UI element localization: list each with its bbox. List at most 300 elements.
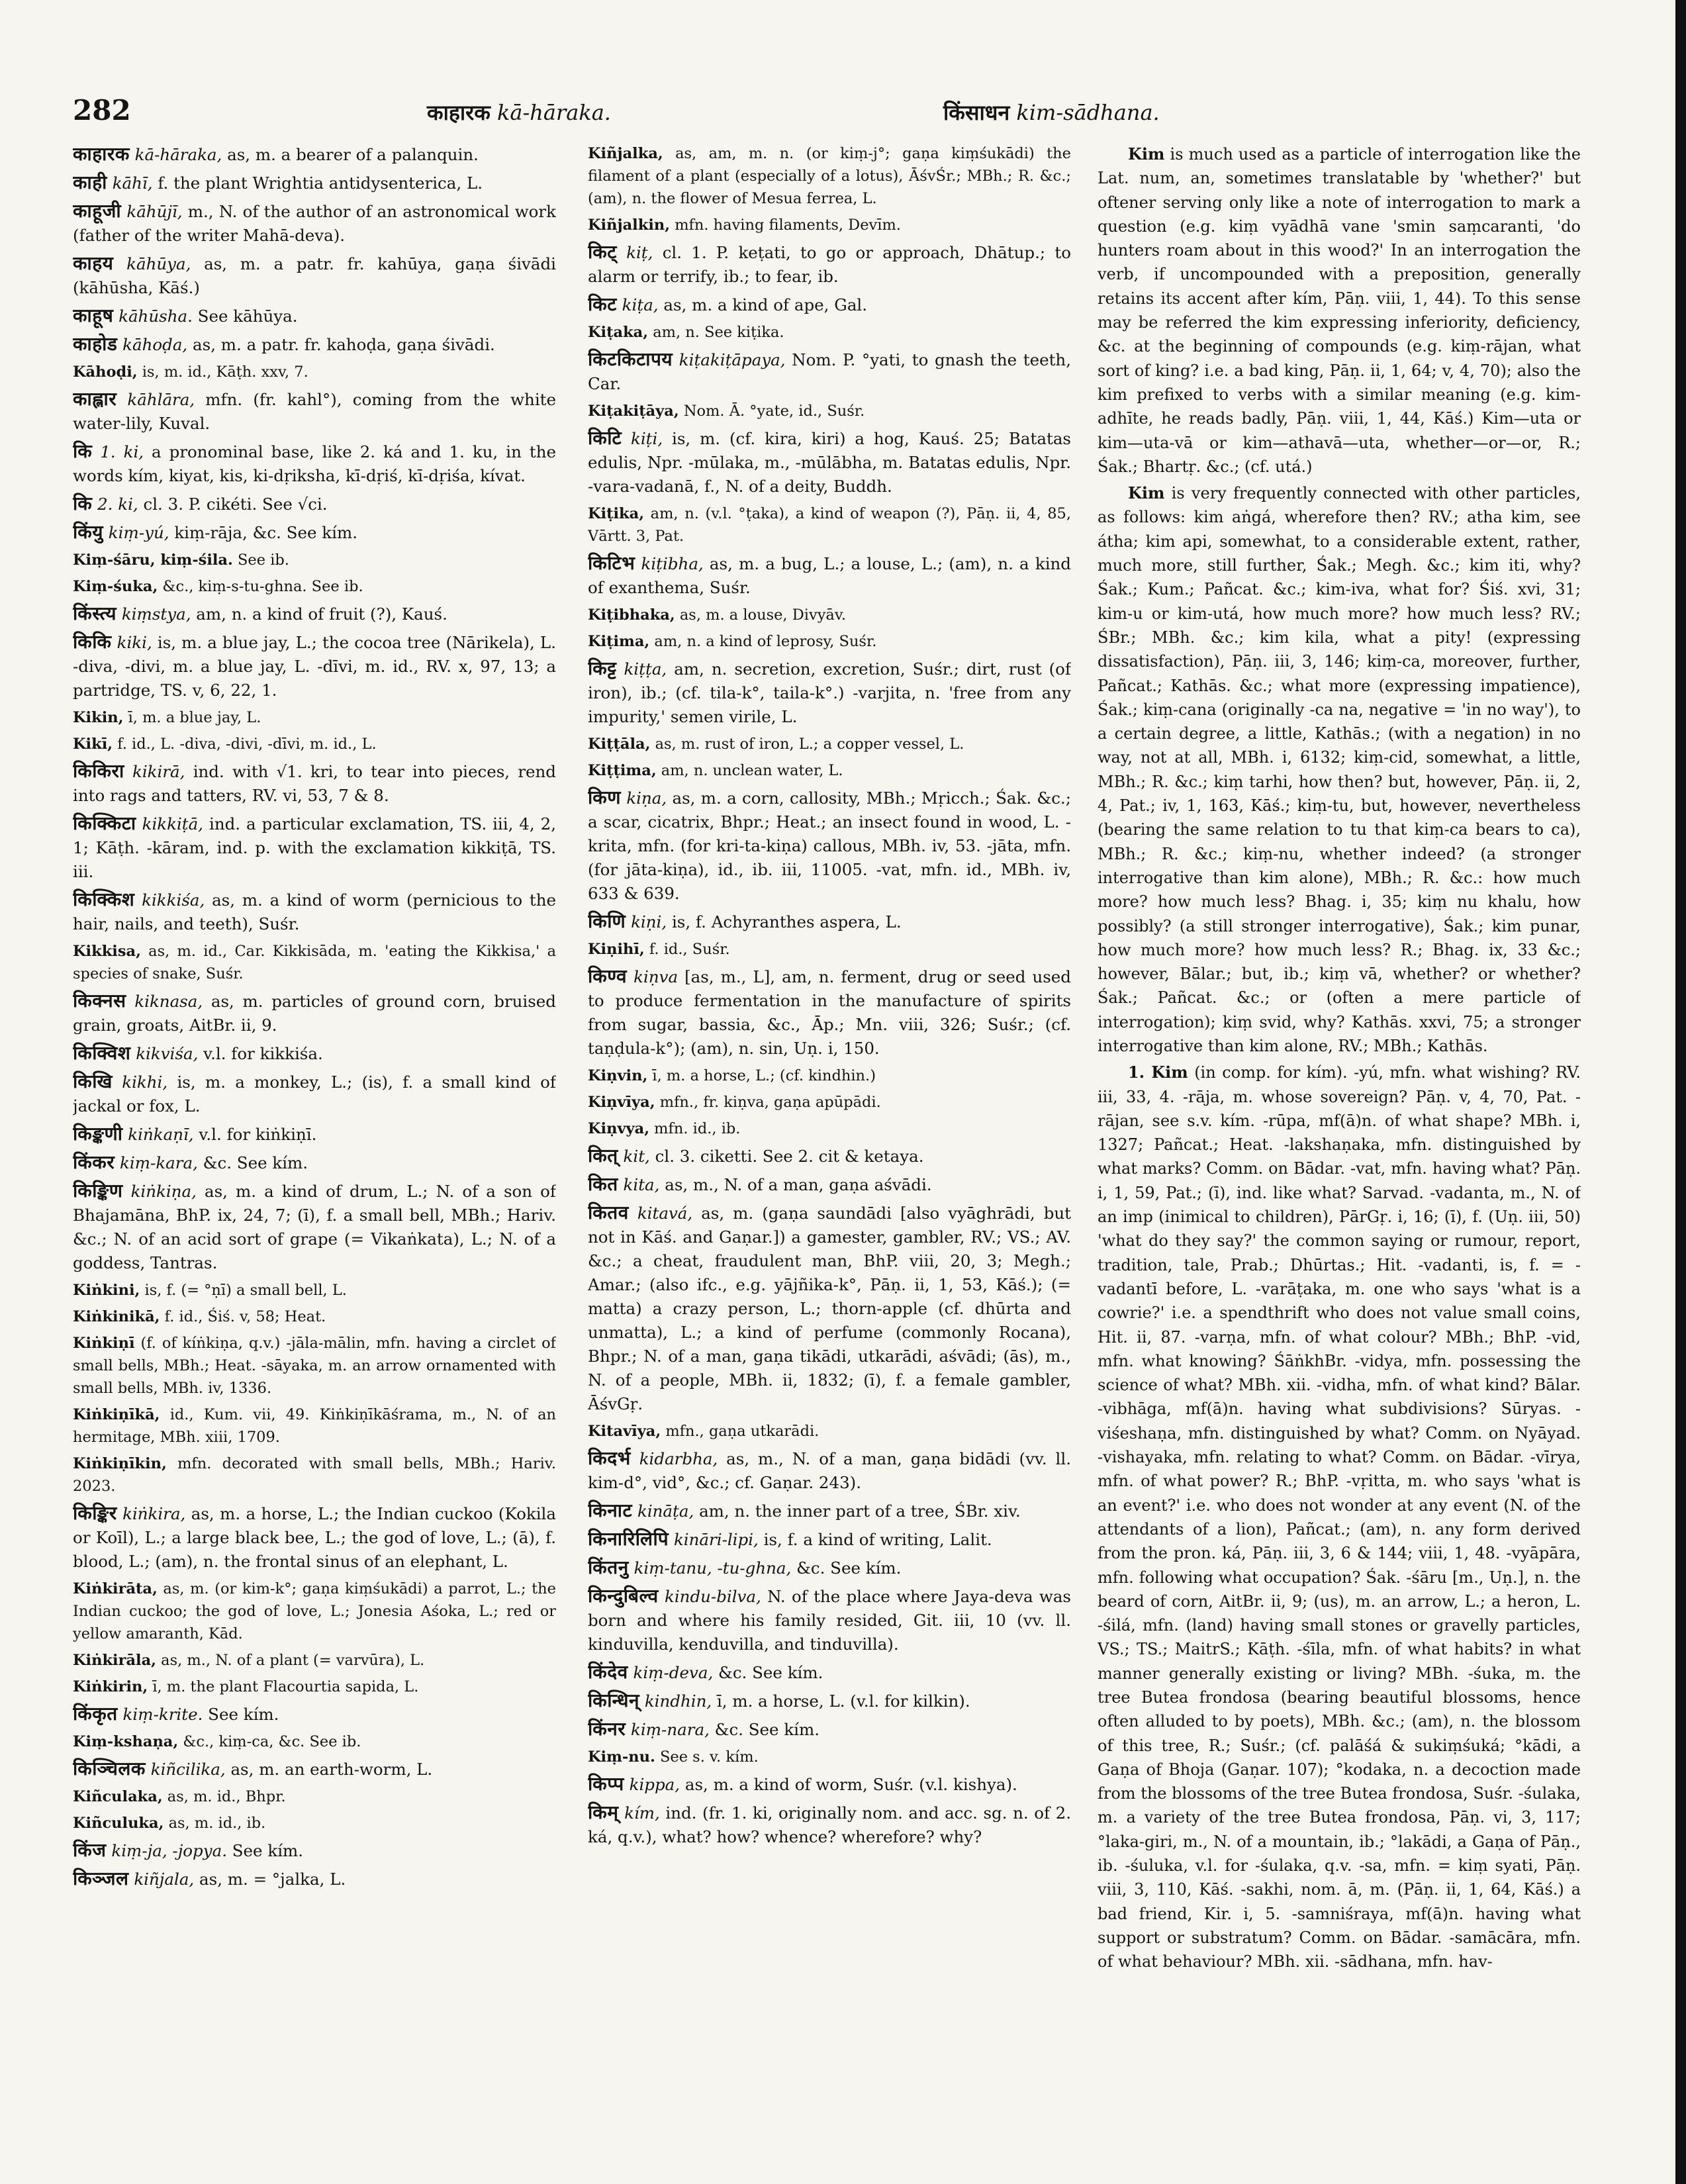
- entry-headword-devanagari: किदर्भ: [588, 1447, 631, 1469]
- entry-transliteration: kāhūjī,: [126, 202, 183, 221]
- entry-transliteration: kiṭ,: [626, 243, 653, 262]
- entry-headword-devanagari: कि: [73, 493, 93, 514]
- entry-definition: ī, m. a blue jay, L.: [123, 709, 261, 726]
- entry-definition: am, n. a kind of leprosy, Suśr.: [649, 633, 877, 650]
- entry-transliteration: kikviśa,: [136, 1044, 199, 1063]
- entry-headword-devanagari: किङ्किण: [73, 1180, 123, 1202]
- entry-subheadword: Kiṇvin,: [588, 1067, 648, 1084]
- entry-subheadword: Kiṭika,: [588, 505, 645, 522]
- entry-subheadword: Kiṇihī,: [588, 941, 645, 958]
- dictionary-entry: [588, 502, 1071, 547]
- dictionary-entry: [588, 910, 1071, 934]
- entry-transliteration: kiṇi,: [631, 912, 667, 931]
- dictionary-entry: [73, 940, 556, 985]
- entry-transliteration: kindu-bilva,: [665, 1587, 761, 1606]
- entry-subheadword: Kiṅkiṇīkin,: [73, 1455, 167, 1472]
- entry-definition: as, m. a patr. fr. kahūya, gaṇa śivādi (kāhūsha, Kāś.): [73, 254, 556, 297]
- entry-headword-devanagari: किम्: [588, 1801, 619, 1823]
- entry-subheadword: Kiṃ-kshaṇa,: [73, 1733, 179, 1750]
- entry-definition: ind. with √1. kri, to tear into pieces, rend into rags and tatters, RV. vi, 53, 7 & 8.: [73, 762, 556, 805]
- entry-headword-devanagari: किंस्त्य: [73, 602, 117, 624]
- entry-definition: See kím.: [226, 1841, 304, 1860]
- page-number: 282: [73, 94, 131, 126]
- dictionary-entry: [588, 551, 1071, 600]
- entry-transliteration: kiñcilika,: [150, 1760, 226, 1779]
- dictionary-entry: [588, 786, 1071, 906]
- entry-definition: Nom. Ā. °yate, id., Suśr.: [679, 403, 865, 420]
- entry-headword-devanagari: काहूष: [73, 305, 114, 326]
- entry-transliteration: kāhūya,: [126, 254, 191, 273]
- entry-definition: as, m. id., Car. Kikkisāda, m. 'eating the Kikkisa,' a species of snake, Suśr.: [73, 943, 556, 982]
- entry-definition: am, n. secretion, excretion, Suśr.; dirt, rust (of iron), ib.; (cf. tila-k°, taila-k°.) -varjita, n. 'free from any impurity,' semen virile, L.: [588, 659, 1071, 726]
- entry-definition: (f. of kíṅkiṇa, q.v.) -jāla-mālin, mfn. having a circlet of small bells, MBh.; Heat. -sāyaka, m. an arrow ornamented with small bells, MBh. iv, 1336.: [73, 1335, 556, 1397]
- entry-subheadword: Kikin,: [73, 709, 124, 726]
- entry-definition: See kāhūya.: [192, 307, 298, 326]
- entry-transliteration: kiṅkira,: [122, 1504, 186, 1523]
- entry-headword-devanagari: किन्धिन्: [588, 1689, 640, 1711]
- entry-headword-devanagari: काहय: [73, 252, 114, 274]
- entry-definition: kiṃ-rāja, &c. See kím.: [169, 523, 357, 542]
- entry-transliteration: kitavá,: [637, 1204, 693, 1223]
- entry-headword-devanagari: किटिभ: [588, 552, 635, 574]
- entry-headword-devanagari: काह्लार: [73, 388, 117, 410]
- dictionary-entry: [588, 348, 1071, 396]
- entry-headword-devanagari: किञ्जल: [73, 1868, 129, 1889]
- entry-headword-devanagari: किखि: [73, 1070, 113, 1092]
- entry-definition: &c. See kím.: [709, 1720, 820, 1739]
- dictionary-entry: [588, 142, 1071, 210]
- dictionary-entry: [588, 293, 1071, 317]
- dictionary-entry: [73, 1179, 556, 1275]
- entry-transliteration: kippa,: [629, 1775, 680, 1794]
- dictionary-entry: [588, 1689, 1071, 1713]
- dictionary-entry: [73, 1867, 556, 1891]
- entry-definition: as, m., N. of a man, gaṇa aśvādi.: [659, 1175, 932, 1194]
- dictionary-entry: [588, 1801, 1071, 1849]
- entry-definition: as, m., N. of a plant (= varvūra), L.: [156, 1652, 425, 1669]
- dictionary-entry: [73, 1070, 556, 1118]
- entry-subheadword: 1. Kim: [1128, 1063, 1188, 1082]
- entry-headword-devanagari: किंतनु: [588, 1556, 629, 1578]
- dictionary-entry: [73, 1702, 556, 1727]
- dictionary-entry: [588, 1201, 1071, 1416]
- entry-definition: N. of the place where Jaya-deva was born and where his family resided, Git. iii, 10 (vv. ll. kinduvilla, kenduvilla, and tinduvilla).: [588, 1587, 1071, 1654]
- entry-headword-devanagari: कित्: [588, 1145, 618, 1166]
- entry-definition: as, m. (gaṇa saundādi [also vyāghrādi, but not in Kāś. and Gaṇar.]) a gamester, gambler, RV.; VS.; AV. &c.; a cheat, fraudulent man, BhP. viii, 20, 3; Megh.; Amar.; (also ifc., e.g. yājñika-k°, Pāṇ. ii, 1, 53, Kāś.); (= matta) a crazy person, L.; thorn-apple (cf. dhūrta and unmatta), L.; a kind of perfume (commonly Rocana), Bhpr.; N. of a man, gaṇa tikādi, utkarādi, aśvādi; (ās), m., N. of a people, MBh. ii, 1832; (ī), f. a female gambler, ĀśvGṛ.: [588, 1204, 1071, 1413]
- entry-definition: am, n. See kiṭika.: [648, 324, 784, 341]
- dictionary-entry: [588, 1065, 1071, 1087]
- entry-definition: is, m. id., Kāṭh. xxv, 7.: [137, 363, 308, 381]
- entry-definition: is, m. a monkey, L.; (is), f. a small kind of jackal or fox, L.: [73, 1072, 556, 1116]
- entry-subheadword: Kiṅkini,: [73, 1282, 140, 1299]
- entry-transliteration: kindhin,: [644, 1691, 712, 1711]
- entry-subheadword: Kiṭima,: [588, 633, 650, 650]
- dictionary-entry: [73, 575, 556, 598]
- entry-headword-devanagari: काहूजी: [73, 200, 122, 222]
- entry-headword-devanagari: किङ्कणी: [73, 1123, 123, 1145]
- entry-definition: mfn. (fr. kahl°), coming from the white water-lily, Kuval.: [73, 390, 556, 433]
- running-head-left-devanagari: काहारक: [427, 100, 491, 125]
- entry-transliteration: kiṭakiṭāpaya,: [679, 350, 786, 369]
- entry-subheadword: Kiṃ-śuka,: [73, 578, 158, 595]
- entry-subheadword: Kiṭṭāla,: [588, 736, 651, 753]
- entry-definition: ī, m. the plant Flacourtia sapida, L.: [148, 1678, 419, 1695]
- entry-subheadword: Kiṅkiṇī: [73, 1335, 135, 1352]
- dictionary-entry: [73, 1812, 556, 1834]
- dictionary-entry: [588, 1556, 1071, 1580]
- dictionary-entry: [1098, 1061, 1581, 1973]
- entry-definition: id., Kum. vii, 49. Kiṅkiṇīkāśrama, m., N. of an hermitage, MBh. xiii, 1709.: [73, 1406, 556, 1446]
- dictionary-entry: [588, 1447, 1071, 1495]
- entry-definition: See ib.: [232, 551, 289, 569]
- entry-transliteration: kím,: [624, 1803, 660, 1823]
- entry-definition: m., N. of the author of an astronomical work (father of the writer Mahā-deva).: [73, 202, 556, 245]
- entry-subheadword: Kiṅkirāta,: [73, 1580, 158, 1597]
- dictionary-entry: [73, 387, 556, 436]
- dictionary-entry: [588, 733, 1071, 755]
- dictionary-entry: [588, 426, 1071, 499]
- entry-transliteration: kināri-lipi,: [673, 1530, 759, 1549]
- dictionary-entry: [588, 759, 1071, 782]
- entry-definition: &c. See kím.: [713, 1663, 823, 1682]
- entry-subheadword: Kiñculuka,: [73, 1815, 164, 1832]
- dictionary-entry: [588, 1144, 1071, 1168]
- dictionary-entry: [73, 1676, 556, 1698]
- entry-definition: as, m. a kind of ape, Gal.: [658, 295, 868, 314]
- entry-subheadword: Kiñculaka,: [73, 1788, 163, 1805]
- entry-headword-devanagari: कितव: [588, 1202, 629, 1223]
- entry-definition: mfn. id., ib.: [649, 1120, 741, 1137]
- column-right: [1098, 142, 1581, 2142]
- entry-subheadword: Kiñjalkin,: [588, 216, 671, 234]
- entry-definition: am, n. a kind of fruit (?), Kauś.: [191, 604, 447, 624]
- dictionary-entry: [588, 1717, 1071, 1742]
- entry-transliteration: kiknasa,: [134, 992, 203, 1011]
- entry-transliteration: kiṅkiṇa,: [130, 1182, 197, 1201]
- entry-definition: mfn. having filaments, Devīm.: [670, 216, 901, 234]
- entry-transliteration: kiṅkaṇī,: [128, 1125, 194, 1144]
- entry-definition: a pronominal base, like 2. ká and 1. ku, in the words kím, kiyat, kis, ki-dṛiksha, kī-dṛiś, kī-dṛiśa, kívat.: [73, 442, 556, 485]
- entry-definition: mfn., fr. kiṇva, gaṇa apūpādi.: [655, 1094, 881, 1111]
- dictionary-entry: [588, 321, 1071, 344]
- dictionary-entry: [73, 1306, 556, 1328]
- entry-transliteration: kikkiśa,: [142, 890, 205, 910]
- entry-headword-devanagari: किङ्किर: [73, 1502, 117, 1524]
- entry-headword-devanagari: किप्प: [588, 1773, 624, 1795]
- dictionary-entry: [73, 1452, 556, 1497]
- entry-transliteration: kiṭibha,: [641, 554, 704, 573]
- entry-headword-devanagari: काहारक: [73, 143, 130, 165]
- entry-headword-devanagari: किणि: [588, 910, 626, 932]
- entry-definition: as, m. a kind of worm (pernicious to the hair, nails, and teeth), Suśr.: [73, 890, 556, 933]
- dictionary-entry: [588, 657, 1071, 729]
- entry-headword-devanagari: किंनर: [588, 1718, 626, 1740]
- dictionary-entry: [73, 733, 556, 755]
- dictionary-entry: [588, 604, 1071, 626]
- entry-subheadword: Kikī,: [73, 736, 113, 753]
- entry-headword-devanagari: किञ्चिलक: [73, 1758, 146, 1780]
- entry-subheadword: Kiṭibhaka,: [588, 606, 675, 624]
- entry-subheadword: Kiṇvya,: [588, 1120, 650, 1137]
- entry-definition: am, n. (v.l. °ṭaka), a kind of weapon (?), Pāṇ. ii, 4, 85, Vārtt. 3, Pat.: [588, 505, 1071, 545]
- entry-subheadword: Kitavīya,: [588, 1423, 661, 1440]
- entry-subheadword: Kiṇvīya,: [588, 1094, 655, 1111]
- entry-headword-devanagari: किन्दुबिल्व: [588, 1585, 659, 1607]
- dictionary-entry: [73, 1151, 556, 1175]
- entry-headword-devanagari: किकिरा: [73, 760, 124, 782]
- entry-subheadword: Kim: [1128, 144, 1165, 164]
- entry-definition: is, f. a kind of writing, Lalit.: [758, 1530, 992, 1549]
- entry-transliteration: kiṭṭa,: [624, 659, 667, 679]
- entry-transliteration: kāhlāra,: [127, 390, 195, 409]
- entry-transliteration: 1. ki,: [100, 442, 144, 461]
- entry-definition: as, m., N. of a man, gaṇa bidādi (vv. ll. kim-d°, vid°, &c.; cf. Gaṇar. 243).: [588, 1449, 1071, 1492]
- entry-transliteration: kikhi,: [122, 1072, 168, 1092]
- running-head-left-translit: kā-hāraka.: [496, 100, 611, 125]
- entry-definition: f. the plant Wrightia antidysenterica, L.: [152, 173, 483, 193]
- entry-subheadword: Kiṅkirin,: [73, 1678, 148, 1695]
- running-head-right: [943, 98, 1160, 126]
- entry-headword-devanagari: किंकर: [73, 1151, 115, 1173]
- dictionary-entry: [73, 1785, 556, 1808]
- dictionary-entry: [588, 214, 1071, 236]
- entry-definition: am, n. the inner part of a tree, ŚBr. xiv.: [694, 1501, 1021, 1521]
- entry-definition: as, m. a corn, callosity, MBh.; Mṛicch.; Śak. &c.; a scar, cicatrix, Bhpr.; Heat.; an insect found in wood, L. -krita, mfn. (for kri-ta-kiṇa) callous, MBh. iv, 53. -jāta, mfn. (for jāta-kiṇa), id., ib. iii, 11005. -vat, mfn. id., MBh. iv, 633 & 639.: [588, 788, 1071, 903]
- dictionary-columns: [73, 142, 1595, 2142]
- entry-headword-devanagari: किक्किटा: [73, 812, 136, 834]
- entry-transliteration: kināṭa,: [637, 1501, 694, 1521]
- entry-transliteration: kit,: [623, 1147, 650, 1166]
- entry-transliteration: kikkiṭā,: [142, 814, 204, 833]
- entry-definition: as, m. = °jalka, L.: [194, 1870, 346, 1889]
- entry-definition: is much used as a particle of interrogation like the Lat. num, an, sometimes translatable by 'whether?' but oftener serving only like a note of interrogation to mark a question (e.g. kiṃ vyādhā vane 'smin saṃcaranti, 'do hunters roam about in this wood?' In an interrogation the verb, if uncompounded with a preposition, generally retains its accent after kím, Pāṇ. viii, 1, 44). To this sense may be referred the kim expressing inferiority, deficiency, &c. at the beginning of compounds (e.g. kiṃ-rājan, what sort of king? i.e. a bad king, Pāṇ. ii, 1, 64; v, 4, 70); also the kim prefixed to verbs with a similar meaning (e.g. kim-adhīte, he reads badly, Pāṇ. viii, 1, 44, Kāś.) Kim—uta or kim—uta-vā or kim—athavā—uta, whether—or—or, R.; Śak.; Bhartṛ. &c.; (cf. utá.): [1098, 145, 1581, 476]
- entry-headword-devanagari: किण्व: [588, 965, 628, 987]
- dictionary-entry: [73, 812, 556, 884]
- entry-transliteration: kāhūsha.: [118, 307, 193, 326]
- running-head-left: [427, 98, 611, 126]
- entry-definition: ī, m. a horse, L.; (cf. kindhin.): [647, 1067, 876, 1084]
- dictionary-entry: [73, 1041, 556, 1066]
- entry-definition: as, m. a kind of drum, L.; N. of a son of Bhajamāna, BhP. ix, 24, 7; (ī), f. a small bell, MBh.; Hariv. &c.; N. of an acid sort of grape (= Vikaṅkata), L.; N. of a goddess, Tantras.: [73, 1182, 556, 1272]
- page-header: [73, 94, 1615, 140]
- entry-definition: as, m. a patr. fr. kahoḍa, gaṇa śivādi.: [187, 335, 495, 354]
- entry-definition: cl. 3. P. cikéti. See √ci.: [138, 495, 328, 514]
- entry-definition: &c. See kím.: [197, 1153, 308, 1172]
- entry-transliteration: kiki,: [117, 633, 152, 652]
- entry-headword-devanagari: किंकृत: [73, 1703, 118, 1725]
- entry-headword-devanagari: किक्किश: [73, 888, 135, 910]
- dictionary-entry: [588, 1772, 1071, 1797]
- dictionary-entry: [588, 938, 1071, 961]
- entry-headword-devanagari: किट: [588, 293, 617, 315]
- dictionary-entry: [73, 549, 556, 571]
- entry-definition: mfn. decorated with small bells, MBh.; Hariv. 2023.: [73, 1455, 556, 1495]
- entry-headword-devanagari: कि: [73, 440, 93, 462]
- entry-definition: as, m. a bug, L.; a louse, L.; (am), n. a kind of exanthema, Suśr.: [588, 554, 1071, 597]
- column-middle: [588, 142, 1071, 2142]
- entry-headword-devanagari: किक्विश: [73, 1042, 131, 1064]
- dictionary-entry: [73, 1403, 556, 1448]
- dictionary-entry: [73, 989, 556, 1037]
- entry-subheadword: Kiñjalka,: [588, 145, 663, 162]
- entry-headword-devanagari: किटि: [588, 427, 622, 449]
- entry-definition: is, f. Achyranthes aspera, L.: [667, 912, 902, 931]
- entry-definition: as, m. a kind of worm, Suśr. (v.l. kishya).: [680, 1775, 1017, 1794]
- dictionary-entry: [73, 1578, 556, 1645]
- dictionary-entry: [73, 1757, 556, 1781]
- entry-transliteration: kita,: [623, 1175, 660, 1194]
- entry-definition: ī, m. a horse, L. (v.l. for kilkin).: [712, 1691, 970, 1711]
- dictionary-entry: [73, 142, 556, 167]
- entry-headword-devanagari: किट्: [588, 241, 617, 263]
- dictionary-entry: [588, 1499, 1071, 1523]
- entry-subheadword: Kiṭṭima,: [588, 762, 657, 779]
- entry-subheadword: Kiṭaka,: [588, 324, 649, 341]
- dictionary-entry: [588, 1091, 1071, 1114]
- entry-transliteration: kiṇva: [633, 967, 679, 986]
- dictionary-entry: [73, 440, 556, 488]
- entry-transliteration: kiṃ-krite.: [122, 1705, 203, 1724]
- entry-transliteration: kiṭa,: [622, 295, 659, 314]
- entry-definition: as, am, m. n. (or kiṃ-j°; gaṇa kiṃśukādi) the filament of a plant (especially of a lotus), ĀśvŚr.; MBh.; R. &c.; (am), n. the flower of Mesua ferrea, L.: [588, 145, 1071, 207]
- running-head-right-devanagari: किंसाधन: [943, 100, 1010, 125]
- entry-headword-devanagari: किंज: [73, 1839, 107, 1861]
- entry-definition: See s. v. kím.: [655, 1748, 759, 1766]
- dictionary-entry: [73, 361, 556, 383]
- dictionary-entry: [73, 332, 556, 357]
- dictionary-entry: [1098, 481, 1581, 1058]
- entry-subheadword: Kim: [1128, 483, 1165, 503]
- dictionary-entry: [588, 1660, 1071, 1685]
- entry-definition: as, m. a louse, Divyāv.: [675, 606, 847, 624]
- entry-transliteration: kikirā,: [132, 762, 185, 781]
- entry-definition: &c., kiṃ-s-tu-ghna. See ib.: [158, 578, 363, 595]
- entry-transliteration: kiṃ-deva,: [633, 1663, 714, 1682]
- dictionary-entry: [588, 1746, 1071, 1768]
- entry-definition: am, n. unclean water, L.: [656, 762, 843, 779]
- entry-headword-devanagari: कित: [588, 1173, 618, 1195]
- dictionary-entry: [73, 492, 556, 516]
- entry-definition: is, m. a blue jay, L.; the cocoa tree (Nārikela), L. -diva, -divi, m. a blue jay, L. -dīvi, m. id., RV. x, 97, 13; a partridge, TS. v, 6, 22, 1.: [73, 633, 556, 700]
- dictionary-entry: [73, 171, 556, 195]
- dictionary-entry: [73, 602, 556, 626]
- dictionary-entry: [73, 630, 556, 702]
- entry-subheadword: Kiṃ-nu.: [588, 1748, 655, 1766]
- entry-definition: as, m. an earth-worm, L.: [225, 1760, 433, 1779]
- entry-headword-devanagari: काहोड: [73, 333, 118, 355]
- entry-definition: See kím.: [203, 1705, 279, 1724]
- entry-definition: as, m. (or kim-k°; gaṇa kiṃśukādi) a parrot, L.; the Indian cuckoo; the god of love, L.; Jonesia Aśoka, L.; red or yellow amaranth, Kād.: [73, 1580, 556, 1642]
- entry-subheadword: Kiṅkiṇīkā,: [73, 1406, 160, 1423]
- entry-definition: ind. a particular exclamation, TS. iii, 4, 2, 1; Kāṭh. -kāram, ind. p. with the exclamation kikkiṭā, TS. iii.: [73, 814, 556, 881]
- dictionary-entry: [73, 1332, 556, 1400]
- entry-headword-devanagari: किण: [588, 786, 622, 808]
- entry-transliteration: 2. ki,: [97, 495, 138, 514]
- entry-definition: v.l. for kikkiśa.: [198, 1044, 323, 1063]
- dictionary-entry: [73, 304, 556, 328]
- dictionary-entry: [73, 888, 556, 936]
- entry-definition: cl. 3. ciketti. See 2. cit & ketaya.: [649, 1147, 924, 1166]
- entry-headword-devanagari: किटकिटापय: [588, 348, 673, 370]
- entry-definition: f. id., Suśr.: [644, 941, 730, 958]
- dictionary-entry: [73, 520, 556, 545]
- entry-definition: as, m. particles of ground corn, bruised grain, groats, AitBr. ii, 9.: [73, 992, 556, 1035]
- dictionary-entry: [73, 1838, 556, 1863]
- dictionary-entry: [73, 199, 556, 248]
- running-head-right-translit: kim-sādhana.: [1016, 100, 1160, 125]
- entry-subheadword: Kiṅkirāla,: [73, 1652, 156, 1669]
- entry-definition: is, f. (= °ṇī) a small bell, L.: [140, 1282, 347, 1299]
- entry-definition: &c. See kím.: [791, 1558, 902, 1578]
- entry-definition: [as, m., L], am, n. ferment, drug or seed used to produce fermentation in the manufacture of spirits from sugar, bassia, &c., Āp.; Mn. viii, 326; Suśr.; (cf. taṇḍula-k°); (am), n. sin, Uṇ. i, 150.: [588, 967, 1071, 1058]
- entry-definition: f. id., Śiś. v, 58; Heat.: [160, 1308, 326, 1325]
- entry-definition: as, m. id., ib.: [164, 1815, 266, 1832]
- entry-definition: &c., kiṃ-ca, &c. See ib.: [178, 1733, 361, 1750]
- dictionary-entry: [588, 1117, 1071, 1140]
- entry-subheadword: Kikkisa,: [73, 943, 141, 960]
- entry-definition: (in comp. for kím). -yú, mfn. what wishing? RV. iii, 33, 4. -rāja, m. whose sovereign? Pāṇ. v, 4, 70, Pat. -rājan, see s.v. kím. -rūpa, mf(ā)n. of what shape? MBh. i, 1327; Pañcat.; Heat. -lakshaṇaka, mfn. distinguished by what marks? Comm. on Bādar. -vat, mfn. having what? Pāṇ. i, 1, 59, Pat.; (ī), ind. like what? Sarvad. -vadanta, m., N. of an imp (inimical to children), PārGṛ. i, 16; (ī), f. (Uṇ. iii, 50) 'what do they say?' the common saying or rumour, report, tradition, tale, Prab.; Dhūrtas.; Hit. -vadanti, is, f. = -vadantī before, L. -varāṭaka, m. one who says 'what is a cowrie?' i.e. a spendthrift who does not value small coins, Hit. ii, 87. -varṇa, mfn. of what colour? MBh.; BhP. -vid, mfn. what knowing? ŚāṅkhBr. -vidya, mfn. possessing the science of what? MBh. xii. -vidha, mfn. of what kind? Bālar. -vibhāga, mf(ā)n. having what subdivisions? Sūryas. -viśeshaṇa, mfn. distinguished by what? Comm. on Nyāyad. -vishayaka, mfn. relating to what? Comm. on Bādar. -vīrya, mfn. of what power? R.; BhP. -vṛitta, m. who says 'what is an event?' i.e. who does not wonder at any event (N. of the attendants of a lion), Pañcat.; (am), n. any form derived from the pron. ká, Pāṇ. iii, 3, 6 & 144; viii, 1, 48. -vyāpāra, mfn. following what occupation? Śak. -śāru [m., Uṇ.], n. the beard of corn, AitBr. ii, 9; (us), m. an arrow, L.; a heron, L. -śilá, mfn. (land) having small stones or gravelly particles, VS.; TS.; MaitrS.; Kāṭh. -śīla, mfn. of what habits? in what manner generally existing or living? MBh. -śuka, m. the tree Butea frondosa (bearing beautiful blossoms, hence often alluded to by poets), MBh. &c.; (am), n. the blossom of this tree, R.; Suśr.; (cf. palāśá & sukiṃśuká; °kādi, a Gaṇa of Bhoja (Gaṇar. 107); °kodaka, n. a decoction made from the blossoms of the tree Butea frondosa, Suśr. -śulaka, m. a variety of the tree Butea frondosa, Pāṇ. vi, 3, 117; °laka-giri, m., N. of a mountain, ib.; °lakādi, a Gaṇa of Pāṇ., ib. -śuluka, v.l. for -śulaka, q.v. -sa, mfn. = kiṃ syati, Pāṇ. viii, 3, 110, Kāś. -sakhi, nom. ā, m. (Pāṇ. ii, 1, 64, Kāś.) a bad friend, Kir. i, 5. -samniśraya, mf(ā)n. having what support or substratum? Comm. on Bādar. -samācāra, mfn. of what behaviour? MBh. xii. -sādhana, mfn. hav-: [1098, 1063, 1581, 1971]
- entry-headword-devanagari: किंयु: [73, 521, 103, 543]
- entry-definition: is, m. (cf. kira, kiri) a hog, Kauś. 25; Batatas edulis, Npr. -mūlaka, m., -mūlābha, m. Batatas edulis, Npr. -vara-vadanā, f., N. of a deity, Buddh.: [588, 429, 1071, 496]
- book-spine-edge: [1675, 0, 1686, 2184]
- entry-headword-devanagari: काही: [73, 171, 107, 193]
- entry-transliteration: kāhī,: [112, 173, 153, 193]
- entry-headword-devanagari: किनारिलिपि: [588, 1528, 669, 1550]
- entry-transliteration: kiṃ-yú,: [108, 523, 169, 542]
- entry-headword-devanagari: किनाट: [588, 1499, 633, 1521]
- entry-headword-devanagari: किंदेव: [588, 1661, 628, 1683]
- dictionary-entry: [73, 1501, 556, 1574]
- dictionary-entry: [588, 240, 1071, 289]
- entry-transliteration: kiṇa,: [626, 788, 667, 808]
- dictionary-entry: [73, 759, 556, 808]
- entry-definition: as, m. a bearer of a palanquin.: [222, 145, 479, 164]
- dictionary-entry: [588, 1420, 1071, 1443]
- entry-definition: ind. (fr. 1. ki, originally nom. and acc. sg. n. of 2. ká, q.v.), what? how? whence? wherefore? why?: [588, 1803, 1071, 1846]
- entry-subheadword: Kiṅkinikā,: [73, 1308, 160, 1325]
- dictionary-entry: [588, 1172, 1071, 1197]
- column-left: [73, 142, 556, 2142]
- entry-transliteration: kidarbha,: [639, 1449, 718, 1468]
- entry-definition: v.l. for kiṅkiṇī.: [193, 1125, 317, 1144]
- dictionary-entry: [73, 706, 556, 729]
- entry-headword-devanagari: किक्नस: [73, 990, 126, 1012]
- entry-transliteration: kiṃstya,: [121, 604, 191, 624]
- entry-transliteration: kiṃ-kara,: [120, 1153, 198, 1172]
- dictionary-entry: [588, 630, 1071, 653]
- dictionary-entry: [1098, 142, 1581, 479]
- entry-definition: as, m. rust of iron, L.; a copper vessel, L.: [650, 736, 964, 753]
- entry-subheadword: Kiṃ-śāru, kiṃ-śila.: [73, 551, 233, 569]
- entry-definition: cl. 1. P. keṭati, to go or approach, Dhātup.; to alarm or terrify, ib.; to fear, ib.: [588, 243, 1071, 286]
- entry-definition: as, m. id., Bhpr.: [162, 1788, 286, 1805]
- dictionary-entry: [588, 965, 1071, 1061]
- dictionary-entry: [588, 1527, 1071, 1552]
- entry-definition: as, m. a horse, L.; the Indian cuckoo (Kokila or Koīl), L.; a large black bee, L.; the god of love, L.; (ā), f. blood, L.; (am), n. the frontal sinus of an elephant, L.: [73, 1504, 556, 1571]
- entry-transliteration: kiṃ-nara,: [631, 1720, 710, 1739]
- entry-definition: f. id., L. -diva, -divi, -dīvi, m. id., L.: [113, 736, 377, 753]
- entry-transliteration: kiṃ-ja, -jopya.: [111, 1841, 227, 1860]
- entry-transliteration: kiṃ-tanu, -tu-ghna,: [633, 1558, 792, 1578]
- entry-subheadword: Kiṭakiṭāya,: [588, 403, 679, 420]
- dictionary-entry: [73, 1731, 556, 1753]
- entry-transliteration: kāhoḍa,: [122, 335, 188, 354]
- entry-definition: is very frequently connected with other particles, as follows: kim aṅgá, wherefore then? RV.; atha kim, see átha; kim api, somewhat, to a considerable extent, rather, much more, still further, Śak.; Megh. &c.; kim iti, why? Śak.; Kum.; Pañcat. &c.; kim-iva, what for? Śiś. xvi, 31; kim-u or kim-utá, how much more? how much less? RV.; ŚBr.; MBh. &c.; kim kila, what a pity! (expressing dissatisfaction), Pāṇ. iii, 3, 146; kiṃ-ca, moreover, further, Pañcat.; Kathās. &c.; what more (expressing impatience), Śak.; kiṃ-cana (originally -ca na, negative = 'in no way'), to a certain degree, a little, Kathās.; (with a negation) in no way, not at all, MBh. i, 6132; kiṃ-cid, somewhat, a little, MBh.; R. &c.; kiṃ tarhi, how then? but, however, Pāṇ. ii, 2, 4, Pat.; iv, 1, 163, Kāś.; kiṃ-tu, but, however, nevertheless (bearing the same relation to tu that kiṃ-ca bears to ca), MBh.; R. &c.; kiṃ-nu, whether indeed? (a stronger interrogative than kim alone), MBh.; R. &c.: how much more? how much less? Bhag. i, 35; kiṃ nu khalu, how possibly? (a still stronger interrogative), Śak.; kim punar, how much more? how much less? R.; Bhag. ix, 33 &c.; however, Bālar.; but, ib.; kiṃ vā, whether? or whether? Śak.; Pañcat. &c.; or (often a mere particle of interrogation); kiṃ svid, why? Kathās. xxvi, 75; a stronger interrogative than kim alone, RV.; MBh.; Kathās.: [1098, 484, 1581, 1055]
- entry-headword-devanagari: किट्ट: [588, 657, 617, 679]
- dictionary-entry: [588, 1584, 1071, 1656]
- entry-transliteration: kā-hāraka,: [134, 145, 222, 164]
- entry-subheadword: Kāhoḍi,: [73, 363, 138, 381]
